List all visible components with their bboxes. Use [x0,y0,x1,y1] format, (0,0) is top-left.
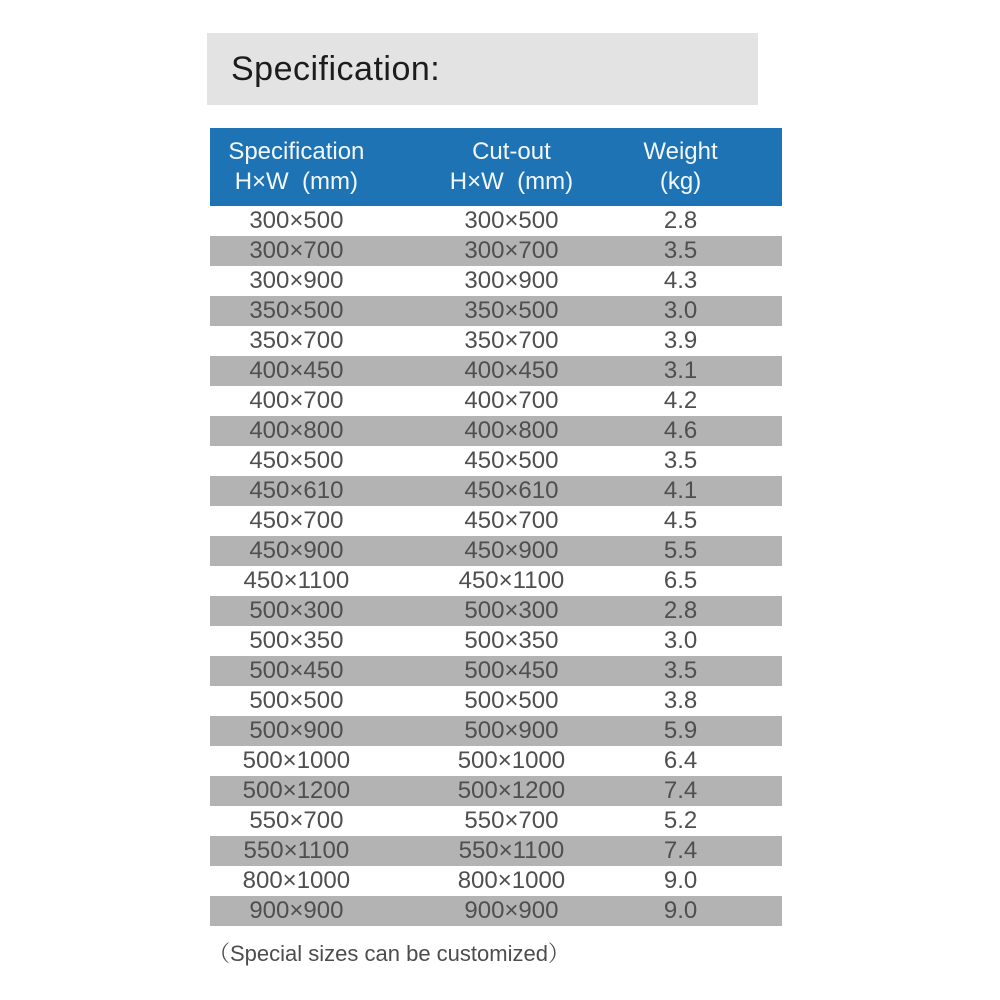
weight-cell: 3.9 [663,327,698,354]
cutout-cell: 450×700 [464,507,559,534]
cutout-cell: 300×900 [464,267,559,294]
table-row [210,896,782,926]
table-row [210,476,782,506]
cutout-cell: 450×610 [464,477,559,504]
cutout-cell: 500×450 [464,657,559,684]
spec-cell: 550×1100 [243,837,350,864]
weight-cell: 6.4 [663,747,698,774]
spec-cell: 300×700 [249,237,344,264]
table-row [210,446,782,476]
spec-cell: 500×1200 [242,777,351,804]
table-row [210,326,782,356]
spec-cell: 400×800 [249,417,344,444]
column-header-cutout [383,137,640,197]
weight-cell: 3.5 [663,237,698,264]
weight-cell: 2.8 [663,207,698,234]
column-header-line: Cut-out [472,138,551,165]
weight-cell: 5.9 [663,717,698,744]
spec-cell: 450×610 [249,477,344,504]
spec-cell: 500×350 [249,627,344,654]
table-row [210,236,782,266]
table-row [210,686,782,716]
weight-cell: 9.0 [663,867,698,894]
table-row [210,596,782,626]
cutout-cell: 400×700 [464,387,559,414]
cutout-cell: 550×700 [464,807,559,834]
table-row [210,506,782,536]
cutout-cell: 500×350 [464,627,559,654]
column-header-line: H×W (mm) [234,168,359,195]
spec-cell: 450×900 [249,537,344,564]
cutout-cell: 900×900 [464,897,559,924]
table-row [210,806,782,836]
table-row [210,266,782,296]
weight-cell: 4.2 [663,387,698,414]
weight-cell: 3.8 [663,687,698,714]
spec-cell: 300×900 [249,267,344,294]
spec-cell: 800×1000 [242,867,351,894]
spec-cell: 550×700 [249,807,344,834]
table-body [210,206,782,926]
weight-cell: 3.0 [663,297,698,324]
weight-cell: 2.8 [663,597,698,624]
cutout-cell: 550×1100 [458,837,565,864]
column-header-specification [210,137,383,197]
weight-cell: 4.6 [663,417,698,444]
footnote: （Special sizes can be customized） [208,941,570,966]
page-title: Specification: [231,49,441,88]
weight-cell: 3.0 [663,627,698,654]
weight-cell: 4.1 [663,477,698,504]
table-row [210,656,782,686]
column-header-weight [640,137,782,197]
spec-cell: 300×500 [249,207,344,234]
weight-cell: 3.5 [663,447,698,474]
table-row [210,536,782,566]
spec-cell: 450×500 [249,447,344,474]
title-band [207,33,758,105]
cutout-cell: 300×700 [464,237,559,264]
table-row [210,716,782,746]
cutout-cell: 500×1000 [457,747,566,774]
spec-cell: 450×700 [249,507,344,534]
spec-cell: 450×1100 [243,567,350,594]
table-row [210,746,782,776]
cutout-cell: 350×700 [464,327,559,354]
weight-cell: 7.4 [663,777,698,804]
weight-cell: 3.5 [663,657,698,684]
column-header-line: H×W (mm) [449,168,574,195]
spec-cell: 400×700 [249,387,344,414]
table-header-row [210,128,782,206]
cutout-cell: 500×300 [464,597,559,624]
cutout-cell: 800×1000 [457,867,566,894]
weight-cell: 4.3 [663,267,698,294]
weight-cell: 7.4 [663,837,698,864]
table-row [210,866,782,896]
cutout-cell: 350×500 [464,297,559,324]
spec-cell: 500×500 [249,687,344,714]
weight-cell: 9.0 [663,897,698,924]
spec-cell: 900×900 [249,897,344,924]
specification-table [210,128,782,926]
weight-cell: 3.1 [663,357,698,384]
cutout-cell: 450×1100 [458,567,565,594]
cutout-cell: 500×1200 [457,777,566,804]
cutout-cell: 500×500 [464,687,559,714]
cutout-cell: 450×900 [464,537,559,564]
spec-cell: 500×300 [249,597,344,624]
cutout-cell: 400×450 [464,357,559,384]
table-row [210,776,782,806]
cutout-cell: 300×500 [464,207,559,234]
spec-cell: 400×450 [249,357,344,384]
spec-cell: 500×900 [249,717,344,744]
spec-cell: 350×500 [249,297,344,324]
table-row [210,416,782,446]
weight-cell: 5.2 [663,807,698,834]
table-row [210,566,782,596]
spec-cell: 350×700 [249,327,344,354]
table-row [210,356,782,386]
table-row [210,836,782,866]
table-row [210,206,782,236]
table-row [210,296,782,326]
table-row [210,386,782,416]
column-header-line: Weight [643,138,718,165]
weight-cell: 5.5 [663,537,698,564]
cutout-cell: 500×900 [464,717,559,744]
spec-cell: 500×450 [249,657,344,684]
cutout-cell: 400×800 [464,417,559,444]
table-row [210,626,782,656]
column-header-line: (kg) [659,168,702,195]
spec-cell: 500×1000 [242,747,351,774]
weight-cell: 4.5 [663,507,698,534]
cutout-cell: 450×500 [464,447,559,474]
column-header-line: Specification [228,138,365,165]
weight-cell: 6.5 [663,567,698,594]
